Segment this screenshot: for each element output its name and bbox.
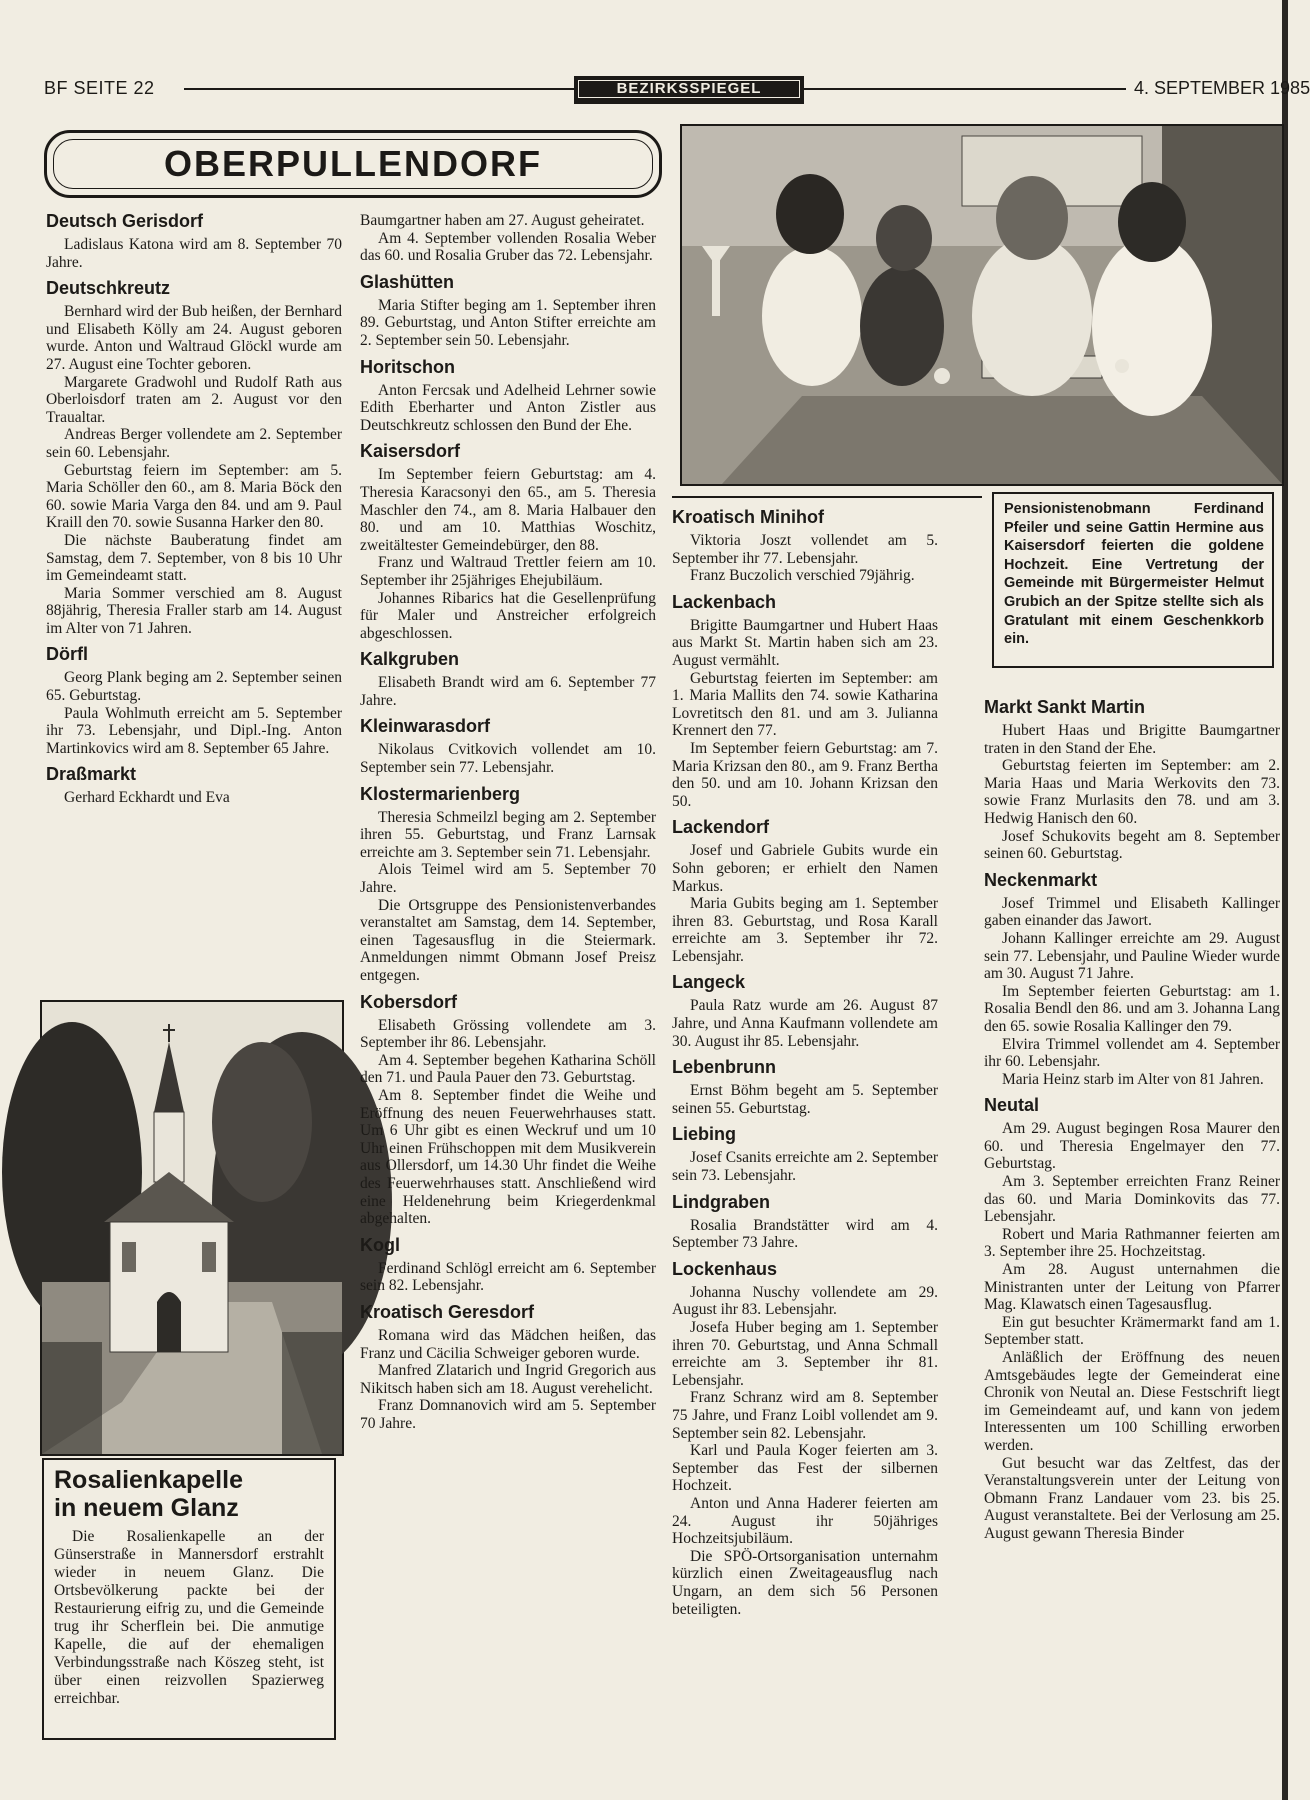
- town-heading: Horitschon: [360, 356, 456, 377]
- news-paragraph: Die SPÖ-Ortsorganisation unternahm kürzlich einen Zweitageausflug nach Ungarn, an dem sich 56 Personen beteiligten.: [672, 1547, 938, 1618]
- news-paragraph: Anläßlich der Eröffnung des neuen Amtsgebäudes legte der Gemeinderat eine Chronik von Neutal an. Diese Festschrift liegt im Gemeindeamt auf, und kann von jedem Interessenten um 100 Schilling erworben werden.: [984, 1349, 1280, 1454]
- town-heading: Markt Sankt Martin: [984, 697, 1146, 717]
- news-paragraph: Franz und Waltraud Trettler feiern am 10. September ihr 25jähriges Ehejubiläum.: [360, 554, 656, 589]
- news-paragraph: Robert und Maria Rathmanner feierten am 3. September ihre 25. Hochzeitstag.: [984, 1225, 1280, 1261]
- news-paragraph: Paula Ratz wurde am 26. August 87 Jahre, und Anna Kaufmann vollendete am 30. August ihr 85. Lebensjahr.: [672, 997, 938, 1050]
- feature-box-rosalienkapelle: [42, 1458, 336, 1740]
- news-paragraph: Margarete Gradwohl und Rudolf Rath aus Oberloisdorf traten am 2. August vor den Traualtar.: [46, 373, 342, 426]
- news-paragraph: Am 29. August begingen Rosa Maurer den 60. und Theresia Engelmayer den 77. Geburtstag.: [984, 1120, 1280, 1173]
- news-paragraph: Gerhard Eckhardt und Eva: [64, 789, 230, 807]
- anniversary-group-illustration: [682, 126, 1282, 484]
- news-paragraph: Maria Heinz starb im Alter von 81 Jahren.: [1002, 1070, 1264, 1088]
- town-heading: Kaisersdorf: [360, 441, 461, 462]
- news-paragraph: Ein gut besuchter Krämermarkt fand am 1. September statt.: [984, 1313, 1280, 1349]
- news-paragraph: Georg Plank beging am 2. September seinen 65. Geburtstag.: [46, 669, 342, 705]
- town-heading: Neutal: [984, 1095, 1040, 1116]
- town-heading: Glashütten: [360, 271, 455, 292]
- column-2: [360, 212, 656, 1432]
- news-paragraph: Josefa Huber beging am 1. September ihren 70. Geburtstag, und Anna Schmall erreichte am 3. September ihr 81. Lebensjahr.: [672, 1319, 938, 1389]
- news-paragraph: Die Ortsgruppe des Pensionistenverbandes veranstaltet am Samstag, dem 14. September, einen Tagesausflug in die Steiermark. Anmeldungen nimmt Obmann Josef Preisz entgegen.: [360, 896, 656, 984]
- news-paragraph: Nikolaus Cvitkovich vollendet am 10. September sein 77. Lebensjahr.: [360, 741, 656, 777]
- news-paragraph: Geburtstag feierten im September: am 1. Maria Mallits den 74. sowie Katharina Lovretitsch den 81. und am 3. Julianna Krennert den 77.: [672, 669, 938, 740]
- news-paragraph: Gut besucht war das Zeltfest, das der Veranstaltungsverein unter der Leitung von Obmann Franz Landauer vom 23. bis 25. August veranstaltete. Bei der Verlosung am 25. August gewann Theresia Binder: [984, 1454, 1280, 1542]
- news-paragraph: Josef Schukovits begeht am 8. September seinen 60. Geburtstag.: [984, 827, 1280, 863]
- news-paragraph: Elisabeth Brandt wird am 6. September 77 Jahre.: [360, 674, 656, 709]
- news-paragraph: Paula Wohlmuth erreicht am 5. September ihr 73. Lebensjahr, und Dipl.-Ing. Anton Martinkovics wird am 8. September 65 Jahre.: [46, 704, 342, 757]
- news-paragraph: Ernst Böhm begeht am 5. September seinen 55. Geburtstag.: [672, 1082, 938, 1117]
- news-paragraph: Theresia Schmeilzl beging am 2. September ihren 55. Geburtstag, und Franz Larnsak erreichte am 3. September sein 71. Lebensjahr.: [360, 808, 656, 861]
- town-heading: Lindgraben: [672, 1191, 770, 1212]
- news-paragraph: Johanna Nuschy vollendete am 29. August ihr 83. Lebensjahr.: [672, 1283, 938, 1319]
- town-heading: Lackenbach: [672, 591, 777, 612]
- town-heading: Lockenhaus: [672, 1258, 778, 1279]
- town-heading: Kogl: [360, 1234, 400, 1255]
- chapel-photo: [40, 1000, 344, 1456]
- town-heading: Deutschkreutz: [46, 278, 171, 299]
- news-paragraph: Ladislaus Katona wird am 8. September 70 Jahre.: [46, 236, 342, 271]
- news-paragraph: Ferdinand Schlögl erreicht am 6. September sein 82. Lebensjahr.: [360, 1259, 656, 1295]
- town-heading: Langeck: [672, 972, 746, 993]
- feature-title-line1: Rosalienkapelle: [54, 1466, 243, 1494]
- header-rule-left: [184, 88, 574, 90]
- news-paragraph: Johannes Ribarics hat die Gesellenprüfung für Maler und Anstreicher erfolgreich abgeschlossen.: [360, 589, 656, 642]
- news-paragraph: Andreas Berger vollendete am 2. September sein 60. Lebensjahr.: [46, 426, 342, 461]
- news-paragraph: Anton Fercsak und Adelheid Lehrner sowie Edith Eberharter und Anton Zistler aus Deutschkreutz schlossen den Bund der Ehe.: [360, 381, 656, 434]
- news-paragraph: Am 3. September erreichten Franz Reiner das 60. und Maria Dominkovits das 77. Lebensjahr.: [984, 1173, 1280, 1226]
- page-header: [44, 76, 1310, 104]
- news-paragraph: Josef und Gabriele Gubits wurde ein Sohn geboren; er erhielt den Namen Markus.: [672, 842, 938, 895]
- column-1: [46, 210, 342, 807]
- news-paragraph: Franz Domnanovich wird am 5. September 70 Jahre.: [360, 1397, 656, 1432]
- news-paragraph: Josef Csanits erreichte am 2. September sein 73. Lebensjahr.: [672, 1149, 938, 1185]
- town-heading: Kleinwarasdorf: [360, 716, 491, 737]
- news-paragraph: Am 8. September findet die Weihe und Eröffnung des neuen Feuerwehrhauses statt. Um 6 Uhr gibt es einen Weckruf und um 10 Uhr einen Frühschoppen mit dem Musikverein aus Ollersdorf, um 14.30 Uhr findet die Weihe des Feuerwehrhauses statt. Anschließend wird eine Heldenehrung beim Kriegerdenkmal abgehalten.: [360, 1086, 656, 1228]
- news-paragraph: Elvira Trimmel vollendet am 4. September ihr 60. Lebensjahr.: [984, 1035, 1280, 1071]
- town-heading: Lebenbrunn: [672, 1057, 776, 1078]
- news-paragraph: Bernhard wird der Bub heißen, der Bernhard und Elisabeth Kölly am 24. August geboren wurde. Anton und Waltraud Glöckl wurde am 27. August eine Tochter geboren.: [46, 303, 342, 373]
- town-heading: Kobersdorf: [360, 991, 458, 1012]
- news-paragraph: Im September feiern Geburtstag: am 4. Theresia Karacsonyi den 65., am 5. Theresia Maschler den 74., am 8. Maria Halbauer den 80. und am 10. Matthias Woschitz, zweitältester Gemeindebürger, den 88.: [360, 466, 656, 554]
- news-paragraph: Alois Teimel wird am 5. September 70 Jahre.: [360, 861, 656, 897]
- section-label: BEZIRKSSPIEGEL: [578, 80, 800, 98]
- town-heading: Klostermarienberg: [360, 783, 521, 804]
- news-paragraph: Im September feierten Geburtstag: am 1. Rosalia Bendl den 86. und am 3. Johanna Lang den 65. sowie Rosalia Kallinger den 79.: [984, 982, 1280, 1035]
- feature-body: Die Rosalienkapelle an der Günserstraße in Mannersdorf erstrahlt wieder in neuem Glanz. Die Ortsbevölkerung packte bei der Restaurierung eifrig zu, und die Gemeinde trug ihr Scherflein bei. Die anmutige Kapelle, die auf der ehemaligen Verbindungsstraße nach Köszeg steht, ist über einen reizvollen Spazierweg erreichbar.: [54, 1528, 324, 1707]
- issue-date: 4. SEPTEMBER 1985: [1134, 78, 1310, 98]
- news-paragraph: Rosalia Brandstätter wird am 4. September 73 Jahre.: [672, 1216, 938, 1252]
- caption-divider: [672, 496, 982, 498]
- news-paragraph: Anton und Anna Haderer feierten am 24. August ihr 50jähriges Hochzeitsjubiläum.: [672, 1494, 938, 1548]
- column-4: [984, 696, 1280, 1543]
- news-paragraph: Johann Kallinger erreichte am 29. August sein 77. Lebensjahr, und Pauline Wieder wurde am 30. August 71 Jahre.: [984, 929, 1280, 983]
- header-rule-right: [800, 88, 1126, 90]
- town-heading: Kalkgruben: [360, 649, 460, 670]
- news-paragraph: Hubert Haas und Brigitte Baumgartner traten in den Stand der Ehe.: [984, 722, 1280, 757]
- town-heading: Dörfl: [46, 644, 88, 665]
- news-paragraph: Am 4. September begehen Katharina Schöll den 71. und Paula Pauer den 73. Geburtstag.: [360, 1051, 656, 1087]
- news-paragraph: Am 4. September vollenden Rosalia Weber das 60. und Rosalia Gruber das 72. Lebensjahr.: [360, 229, 656, 265]
- masthead-title: OBERPULLENDORF: [53, 139, 653, 189]
- anniversary-photo: [680, 124, 1284, 486]
- news-paragraph: Im September feiern Geburtstag: am 7. Maria Krizsan den 80., am 9. Franz Bertha den 50. und am 10. Johann Krizsan den 50.: [672, 739, 938, 810]
- photo-caption: Pensionistenobmann Ferdinand Pfeiler und seine Gattin Hermine aus Kaisersdorf feierten die goldene Hochzeit. Eine Vertretung der Gemeinde mit Bürgermeister Helmut Grubich an der Spitze stellte sich als Gratulant mit einem Geschenkkorb ein.: [992, 492, 1274, 668]
- news-paragraph: Franz Schranz wird am 8. September 75 Jahre, und Franz Loibl vollendet am 9. September sein 82. Lebensjahr.: [672, 1389, 938, 1442]
- news-paragraph: Brigitte Baumgartner und Hubert Haas aus Markt St. Martin haben sich am 23. August vermählt.: [672, 616, 938, 669]
- news-paragraph: Geburtstag feiern im September: am 5. Maria Schöller den 60., am 8. Maria Böck den 60. sowie Maria Varga den 84. und am 9. Paul Kraill den 70. sowie Susanna Harker den 80.: [46, 461, 342, 532]
- town-heading: Neckenmarkt: [984, 869, 1098, 890]
- news-paragraph: Geburtstag feierten im September: am 2. Maria Haas und Maria Werkovits den 73. sowie Franz Murlasits den 78. und am 3. Hedwig Hanisch den 60.: [984, 757, 1280, 827]
- town-heading: Draßmarkt: [46, 764, 137, 785]
- news-paragraph: Maria Sommer verschied am 8. August 88jährig, Theresia Fraller starb am 14. August im Alter von 71 Jahren.: [46, 584, 342, 637]
- feature-title: [54, 1466, 324, 1522]
- news-paragraph: Die nächste Bauberatung findet am Samstag, dem 7. September, von 8 bis 10 Uhr im Gemeindeamt statt.: [46, 531, 342, 585]
- town-heading: Lackendorf: [672, 817, 770, 838]
- news-paragraph: Manfred Zlatarich und Ingrid Gregorich aus Nikitsch haben sich am 18. August verehelicht.: [360, 1362, 656, 1397]
- town-heading: Kroatisch Minihof: [672, 507, 824, 527]
- town-heading: Kroatisch Geresdorf: [360, 1301, 535, 1322]
- page-number: BF SEITE 22: [44, 78, 155, 98]
- feature-title-line2: in neuem Glanz: [54, 1494, 239, 1522]
- news-paragraph: Viktoria Joszt vollendet am 5. September ihr 77. Lebensjahr.: [672, 532, 938, 567]
- news-paragraph: Josef Trimmel und Elisabeth Kallinger gaben einander das Jawort.: [984, 894, 1280, 930]
- section-label-box: [574, 76, 804, 104]
- news-paragraph: Baumgartner haben am 27. August geheiratet.: [360, 212, 645, 229]
- news-paragraph: Elisabeth Grössing vollendete am 3. September ihr 86. Lebensjahr.: [360, 1016, 656, 1052]
- column-3: [672, 506, 938, 1618]
- news-paragraph: Franz Buczolich verschied 79jährig.: [690, 567, 915, 585]
- news-paragraph: Maria Gubits beging am 1. September ihren 83. Geburtstag, und Rosa Karall erreichte am 3. September ihr 72. Lebensjahr.: [672, 895, 938, 965]
- district-masthead: [44, 130, 662, 198]
- news-paragraph: Am 28. August unternahmen die Ministranten unter der Leitung von Pfarrer Mag. Klawatsch einen Tagesausflug.: [984, 1261, 1280, 1314]
- news-paragraph: Romana wird das Mädchen heißen, das Franz und Cäcilia Schweiger geboren wurde.: [360, 1326, 656, 1362]
- news-paragraph: Karl und Paula Koger feierten am 3. September das Fest der silbernen Hochzeit.: [672, 1442, 938, 1495]
- town-heading: Deutsch Gerisdorf: [46, 211, 204, 231]
- chapel-illustration: [42, 1002, 342, 1454]
- town-heading: Liebing: [672, 1124, 736, 1145]
- news-paragraph: Maria Stifter beging am 1. September ihren 89. Geburtstag, und Anton Stifter erreichte am 2. September sein 50. Lebensjahr.: [360, 296, 656, 349]
